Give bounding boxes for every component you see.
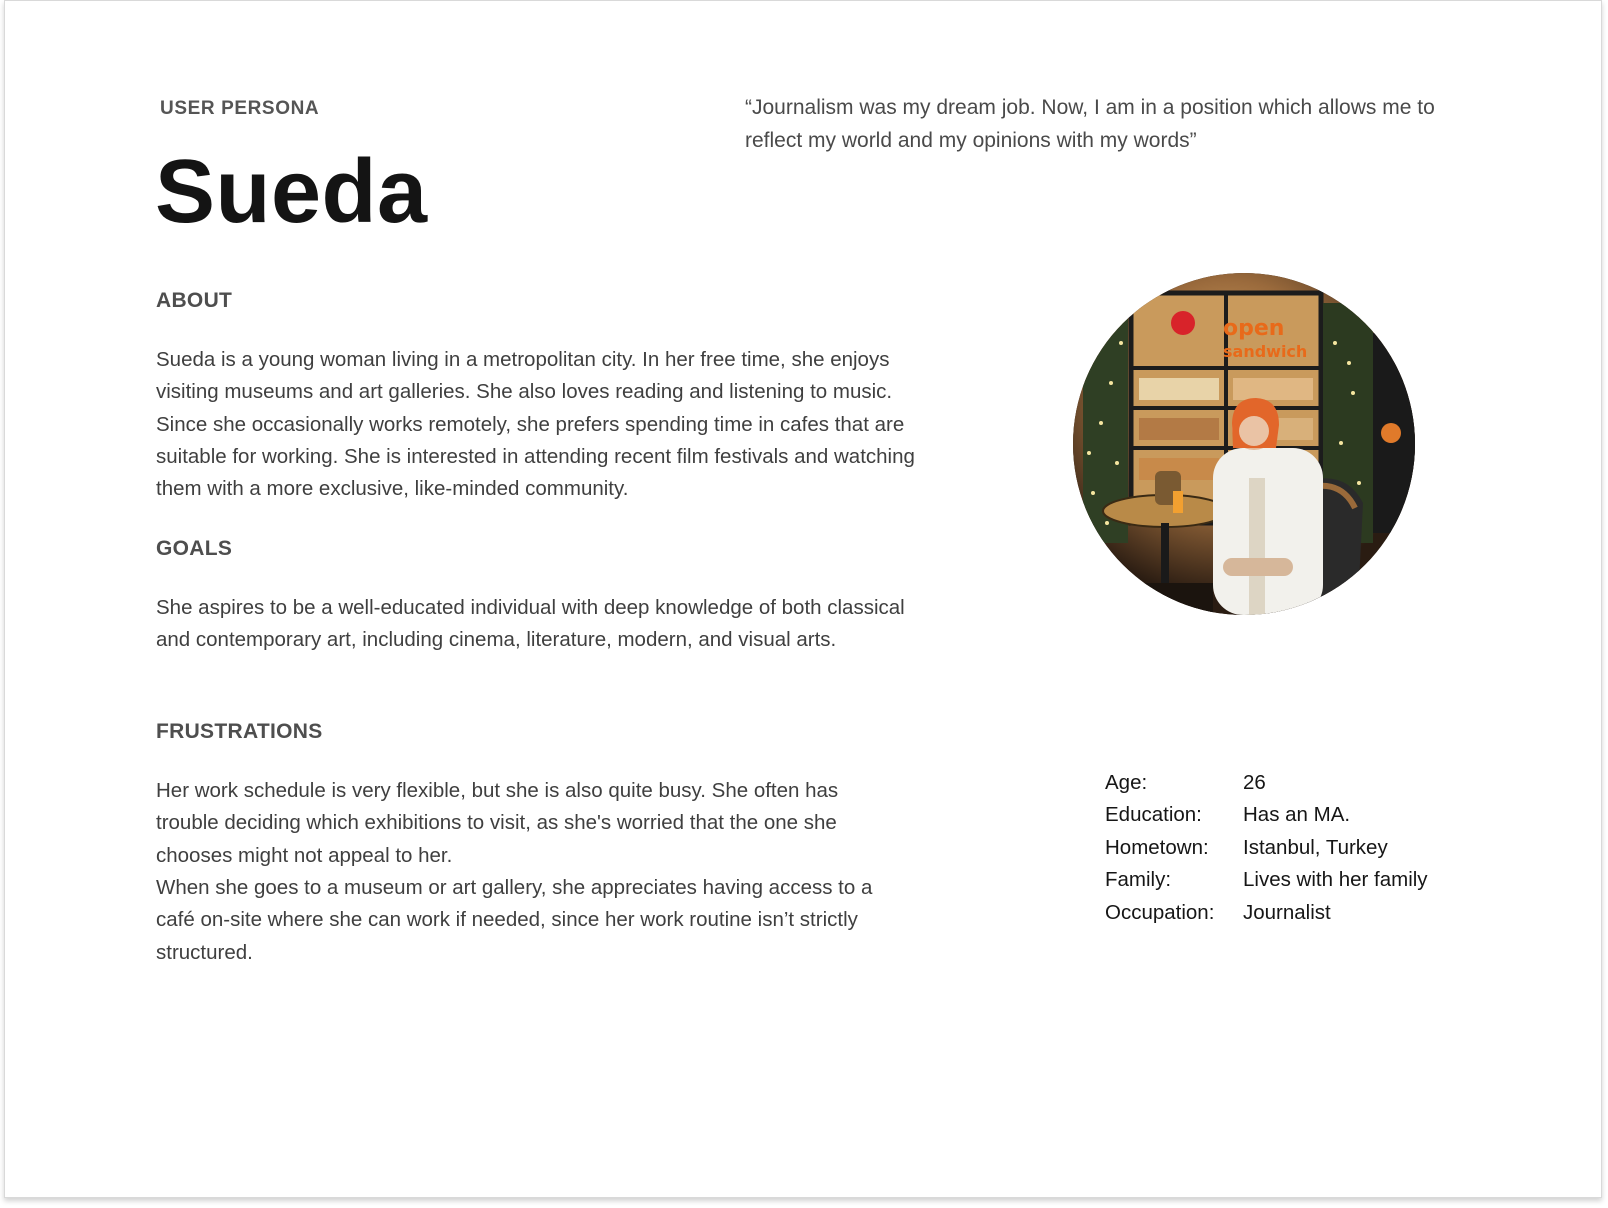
fact-key: Education: xyxy=(1105,803,1202,827)
fact-value: Journalist xyxy=(1243,900,1331,924)
fact-row-family xyxy=(1105,864,1428,896)
fact-row-education xyxy=(1105,799,1428,831)
persona-facts xyxy=(1105,767,1428,929)
goals-text: She aspires to be a well-educated individual with deep knowledge of both classical and contemporary art, including cinema, literature, modern, and visual arts. xyxy=(156,596,905,652)
fact-value: Lives with her family xyxy=(1243,868,1428,892)
persona-page xyxy=(4,0,1602,1198)
about-heading: ABOUT xyxy=(156,289,233,312)
frustrations-text-2: When she goes to a museum or art gallery, she appreciates having access to a café on-site where she can work if needed, since her work routine isn’t strictly structured. xyxy=(156,876,873,964)
photo-sign-open: open xyxy=(1223,316,1285,341)
fact-key: Age: xyxy=(1105,771,1148,794)
persona-quote: “Journalism was my dream job. Now, I am in a position which allows me to reflect my world and my opinions with my words” xyxy=(745,96,1435,152)
goals-heading: GOALS xyxy=(156,537,233,560)
frustrations-text-1: Her work schedule is very flexible, but she is also quite busy. She often has trouble deciding which exhibitions to visit, as she's worried that the one she chooses might not appeal to her. xyxy=(156,779,839,867)
fact-row-hometown xyxy=(1105,832,1428,864)
fact-value: 26 xyxy=(1243,771,1266,794)
persona-photo xyxy=(1073,273,1415,615)
fact-key: Hometown: xyxy=(1105,835,1209,859)
persona-name: Sueda xyxy=(155,142,428,242)
fact-key: Occupation: xyxy=(1105,900,1215,924)
fact-value: Has an MA. xyxy=(1243,803,1351,827)
fact-key: Family: xyxy=(1105,868,1172,892)
persona-photo-icon xyxy=(1073,273,1415,615)
persona-label: USER PERSONA xyxy=(160,98,320,119)
about-text: Sueda is a young woman living in a metropolitan city. In her free time, she enjoys visiting museums and art galleries. She also loves reading and listening to music. Since she occasionally works remotely, she prefers spending time in cafes that are suitable for working. She is interested in attending recent film festivals and watching them with a more exclusive, like-minded community. xyxy=(156,348,915,501)
photo-sign-sandwich: sandwich xyxy=(1223,342,1308,361)
fact-row-occupation xyxy=(1105,897,1428,929)
frustrations-heading: FRUSTRATIONS xyxy=(156,720,323,743)
fact-row-age xyxy=(1105,767,1428,799)
fact-value: Istanbul, Turkey xyxy=(1243,835,1388,859)
